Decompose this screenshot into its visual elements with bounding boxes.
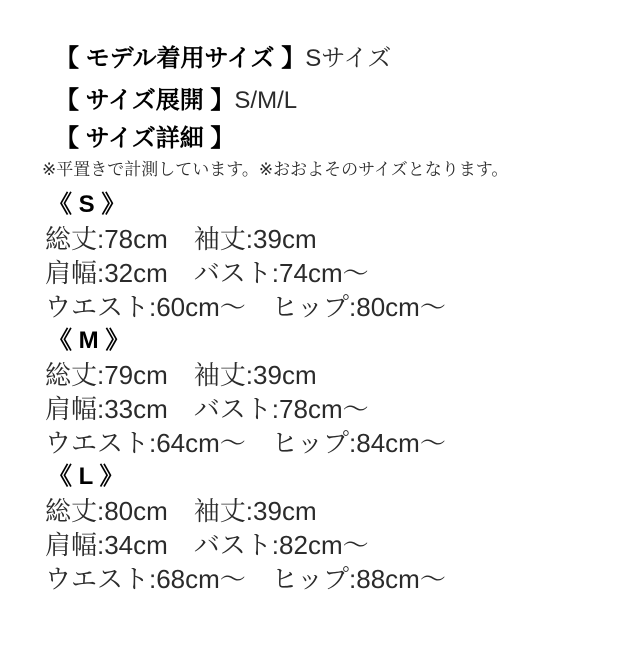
size-range-heading-value: S/M/L [234,87,298,114]
size-s-shoulder-bust-row: 肩幅:32cm バスト:74cm〜 [45,258,369,288]
model-size-heading-value: Sサイズ [305,45,392,72]
size-section-m [0,324,630,460]
size-section-s-title: 《 S 》 [48,191,126,218]
size-section-s [0,188,630,324]
size-range-heading-label: 【 サイズ展開 】 [55,87,235,114]
size-section-l [0,460,630,596]
size-section-l-title: 《 L 》 [48,463,124,490]
model-size-heading [0,44,630,74]
size-section-m-title: 《 M 》 [48,327,130,354]
size-m-shoulder-bust-row: 肩幅:33cm バスト:78cm〜 [45,394,369,424]
measurement-note: ※平置きで計測しています。※おおよそのサイズとなります。 [42,160,509,179]
size-detail-heading-label: 【 サイズ詳細 】 [55,125,235,152]
size-m-waist-hip-row: ウエスト:64cm〜 ヒップ:84cm〜 [45,428,446,458]
size-l-shoulder-bust-row: 肩幅:34cm バスト:82cm〜 [45,530,369,560]
size-detail-heading [0,124,630,154]
size-s-waist-hip-row: ウエスト:60cm〜 ヒップ:80cm〜 [45,292,446,322]
size-range-heading [0,86,630,116]
model-size-heading-label: 【 モデル着用サイズ 】 [55,45,306,72]
size-l-waist-hip-row: ウエスト:68cm〜 ヒップ:88cm〜 [45,564,446,594]
size-s-length-sleeve-row: 総丈:78cm 袖丈:39cm [45,224,317,254]
size-m-length-sleeve-row: 総丈:79cm 袖丈:39cm [45,360,317,390]
size-l-length-sleeve-row: 総丈:80cm 袖丈:39cm [45,496,317,526]
